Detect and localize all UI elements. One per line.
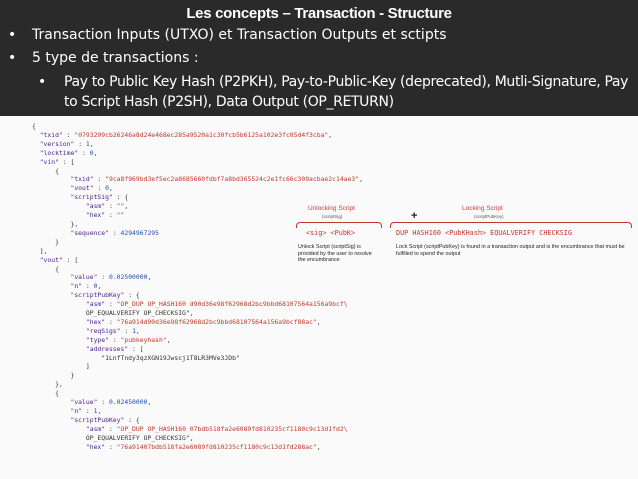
- json-line: "sequence" : 4294967295: [70, 228, 159, 237]
- json-line: "asm" : "OP_DUP OP_HASH160 07bdb518fa2e6089fd810235cf1180c9c13d1fd2\: [85, 424, 348, 433]
- slide-title: Les concepts – Transaction - Structure: [186, 5, 452, 22]
- locking-brace: [390, 222, 632, 228]
- json-line: "vout" : [: [39, 255, 79, 264]
- bullet-dot: •: [8, 50, 17, 66]
- json-line: {: [32, 122, 36, 130]
- transaction-image: [0, 116, 638, 479]
- bullet-text: 5 type de transactions :: [32, 50, 199, 66]
- slide-header: [0, 0, 638, 116]
- locking-desc: Lock Script (scriptPubKey) is found in a transaction output and is the encumbrance that must be fulfilled to spend the output: [396, 244, 625, 257]
- locking-code: DUP HASH160 <PubKHash> EQUALVERIFY CHECKSIG: [396, 229, 572, 237]
- json-line: "scriptPubKey" : {: [70, 415, 140, 424]
- json-line: OP_EQUALVERIFY OP_CHECKSIG",: [32, 433, 194, 442]
- unlocking-title: Unlocking Script: [308, 205, 355, 212]
- json-line: }: [32, 237, 59, 246]
- json-line: "version" : 1,: [39, 139, 94, 148]
- json-line: "type" : "pubkeyhash",: [85, 335, 171, 344]
- unlocking-code: <sig> <PubK>: [306, 229, 356, 237]
- json-line: "asm" : "OP_DUP OP_HASH160 d90d36e98f62968d2bc9bbd68107564a156a9bcf\: [85, 300, 348, 309]
- json-line: "txid" : "9ca8f969bd3ef5ec2a8685660fdbf7a8bd365524c2e1fc66c309acbae2c14ae3",: [70, 175, 363, 184]
- json-line: "addresses" : [: [85, 344, 144, 353]
- json-line: "scriptPubKey" : {: [70, 291, 140, 300]
- json-line: "scriptSig" : {: [70, 193, 129, 202]
- json-line: },: [32, 219, 79, 228]
- unlocking-desc: Unlock Script (scriptSig) is provided by the user to resolve the encumbrance: [298, 244, 372, 263]
- locking-title: Locking Script: [462, 205, 503, 212]
- json-line: "hex" : "76a914d90d36e98f62968d2bc9bbd68107564a156a9bcf88ac",: [85, 317, 321, 326]
- json-line: OP_EQUALVERIFY OP_CHECKSIG",: [32, 309, 194, 318]
- unlocking-sub: (scriptSig): [322, 214, 343, 219]
- json-line: "vin" : [: [39, 157, 75, 166]
- json-line: {: [32, 389, 59, 398]
- bullet-dot: •: [38, 74, 47, 90]
- bullet-text: Transaction Inputs (UTXO) et Transaction Outputs et sctipts: [32, 27, 447, 43]
- json-line: "hex" : "76a91407bdb518fa2e6089fd810235cf1180c9c13d1fd288ac",: [85, 442, 321, 451]
- json-line: ]: [32, 362, 90, 371]
- json-line: "locktime" : 0,: [39, 148, 98, 157]
- json-line: "value" : 0.02500000,: [70, 273, 152, 282]
- json-line: }: [32, 371, 75, 380]
- json-line: },: [32, 380, 63, 389]
- sub-bullet-text: Pay to Public Key Hash (P2PKH), Pay-to-Public-Key (deprecated), Mutli-Signature, Pay to Script Hash (P2SH), Data Output (OP_RETURN): [64, 74, 629, 110]
- json-line: ],: [32, 246, 48, 255]
- json-line: "hex" : "": [85, 211, 125, 220]
- json-line: "asm" : "",: [85, 202, 129, 211]
- json-line: "n" : 1,: [70, 407, 102, 415]
- json-line: {: [32, 264, 59, 273]
- json-line: "1LnfTndy3qzXGN19Jwscj1T8LR3MVe3JDb": [32, 353, 240, 362]
- locking-sub: (scriptPubKey): [474, 214, 504, 219]
- json-line: "vout" : 0,: [70, 184, 113, 193]
- unlocking-brace: [296, 222, 382, 228]
- json-line: "reqSigs" : 1,: [85, 326, 140, 335]
- transaction-json: [32, 122, 402, 452]
- plus-sign: +: [411, 210, 418, 222]
- bullet-dot: •: [8, 27, 17, 43]
- json-line: {: [32, 166, 59, 175]
- script-diagram: [290, 204, 635, 276]
- json-line: "txid" : "0793299cb26246a8d24e468ec285a9520a1c30fcb5b6125a102e3fc05d4f3cba",: [39, 130, 333, 139]
- json-line: "n" : 0,: [70, 282, 102, 291]
- json-line: "value" : 0.02450000,: [70, 398, 152, 407]
